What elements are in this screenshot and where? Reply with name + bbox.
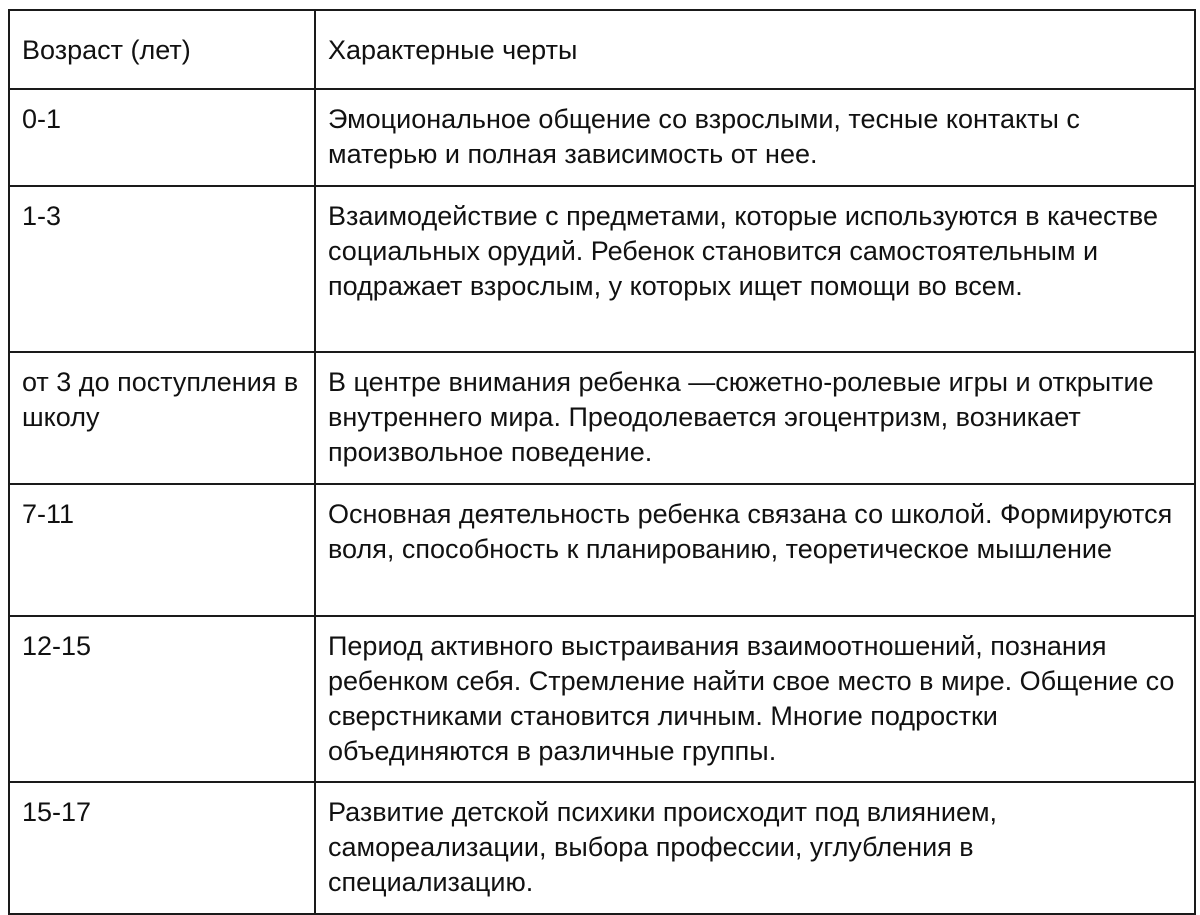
- age-cell: 12-15: [9, 616, 315, 782]
- characteristics-cell: Основная деятельность ребенка связана со школой. Формируются воля, способность к планированию, теоретическое мышление: [315, 484, 1195, 616]
- header-age: Возраст (лет): [9, 10, 315, 89]
- characteristics-cell: Взаимодействие с предметами, которые используются в качестве социальных орудий. Ребенок становится самостоятельным и подражает взрослым, у которых ищет помощи во всем.: [315, 186, 1195, 352]
- table-row: [9, 782, 1195, 914]
- table-header-row: [9, 10, 1195, 89]
- age-cell: 7-11: [9, 484, 315, 616]
- table-row: [9, 616, 1195, 782]
- characteristics-cell: Период активного выстраивания взаимоотношений, познания ребенком себя. Стремление найти свое место в мире. Общение со сверстниками становится личным. Многие подростки объединяются в различные группы.: [315, 616, 1195, 782]
- table-row: [9, 352, 1195, 484]
- table-row: [9, 186, 1195, 352]
- age-characteristics-table: [8, 9, 1196, 915]
- age-cell: от 3 до поступления в школу: [9, 352, 315, 484]
- age-cell: 0-1: [9, 89, 315, 186]
- characteristics-cell: Эмоциональное общение со взрослыми, тесные контакты с матерью и полная зависимость от нее.: [315, 89, 1195, 186]
- table-row: [9, 484, 1195, 616]
- age-characteristics-table-container: [8, 9, 1194, 915]
- age-cell: 1-3: [9, 186, 315, 352]
- age-cell: 15-17: [9, 782, 315, 914]
- characteristics-cell: Развитие детской психики происходит под влиянием, самореализации, выбора профессии, углубления в специализацию.: [315, 782, 1195, 914]
- header-characteristics: Характерные черты: [315, 10, 1195, 89]
- characteristics-cell: В центре внимания ребенка —сюжетно-ролевые игры и открытие внутреннего мира. Преодолевается эгоцентризм, возникает произвольное поведение.: [315, 352, 1195, 484]
- table-row: [9, 89, 1195, 186]
